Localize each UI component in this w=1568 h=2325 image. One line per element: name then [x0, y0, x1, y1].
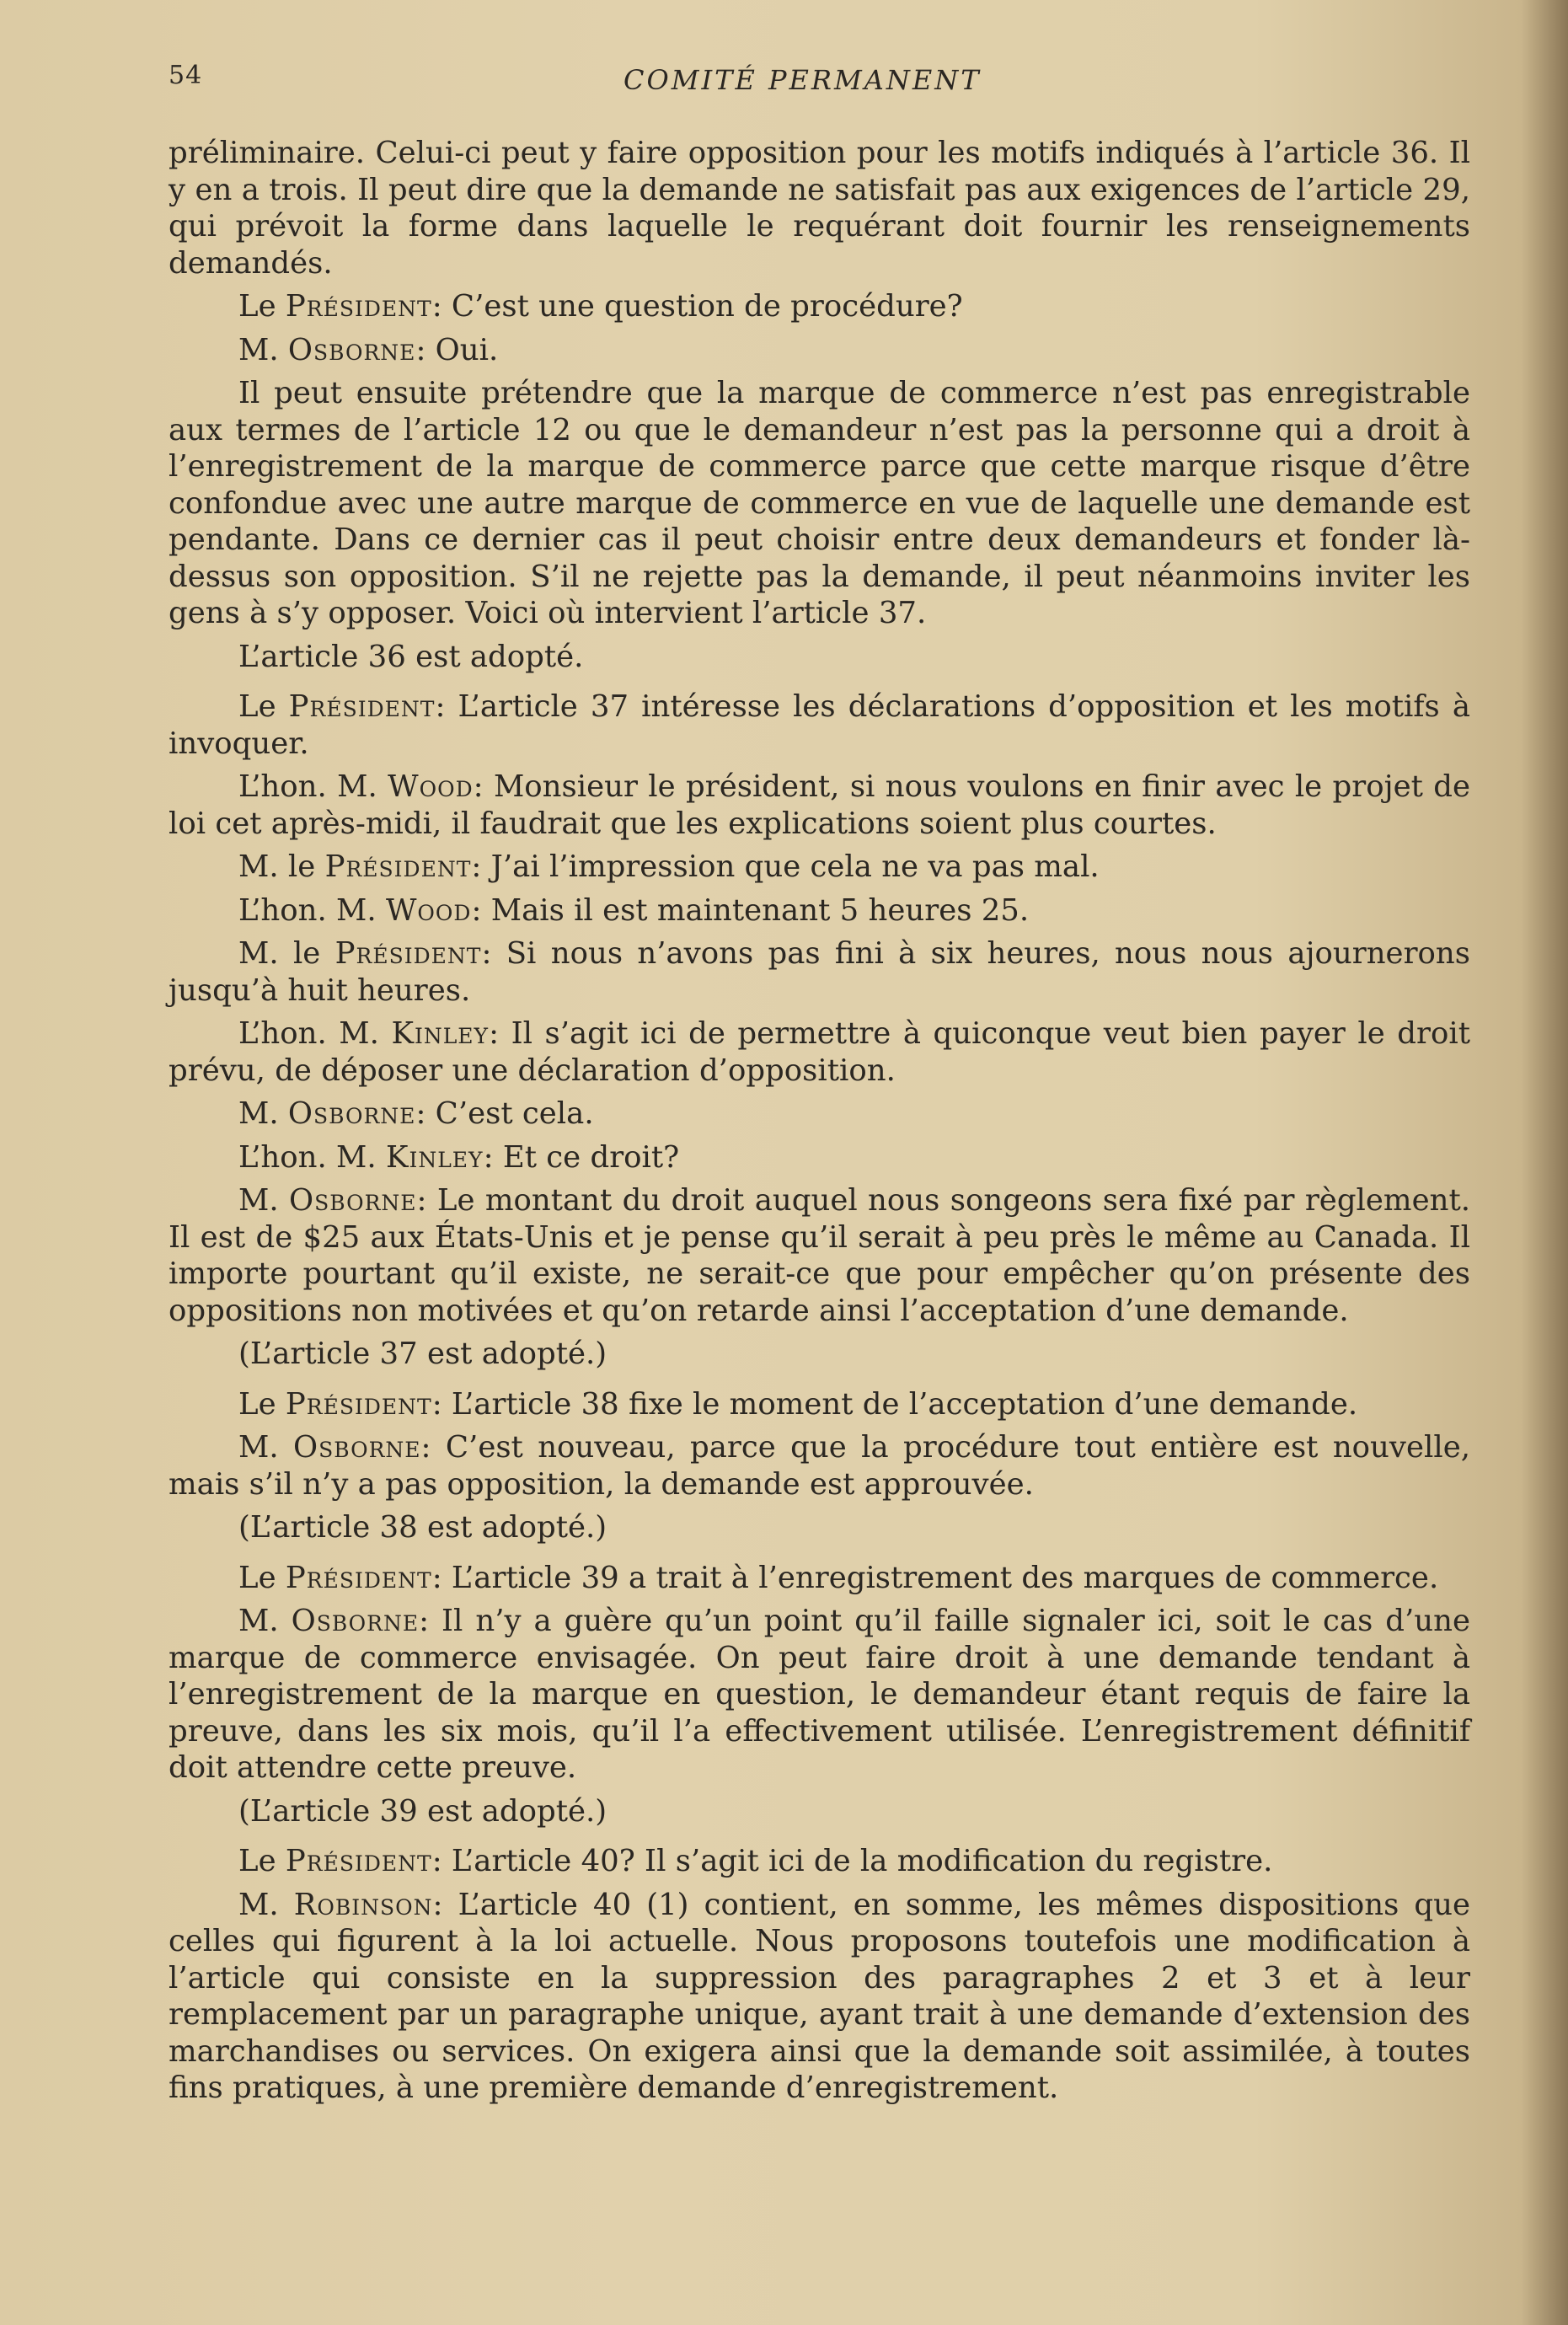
page-header — [169, 61, 1483, 111]
paragraph: M. Osborne: Il n’y a guère qu’un point qu’il faille signaler ici, soit le cas d’une marque de commerce envisagée. On peut faire droit à une demande tendant à l’enregistrement de la marque en question, le demandeur étant requis de faire la preuve, dans les six mois, qu’il l’a effectivement utilisée. L’enregistrement définitif doit attendre cette preuve. — [169, 1604, 1470, 1785]
paragraph: M. le Président: Si nous n’avons pas fini à six heures, nous nous ajournerons jusqu’à huit heures. — [169, 936, 1470, 1008]
paragraph: L’article 36 est adopté. — [238, 639, 584, 674]
body-text — [169, 135, 1470, 2113]
paragraph: M. Osborne: Oui. — [238, 332, 499, 367]
paragraph: M. le Président: J’ai l’impression que cela ne va pas mal. — [238, 849, 1100, 884]
paragraph: M. Osborne: C’est cela. — [238, 1096, 594, 1131]
paragraph: Le Président: L’article 37 intéresse les déclarations d’opposition et les motifs à invoquer. — [169, 689, 1470, 761]
paragraph: Le Président: L’article 39 a trait à l’enregistrement des marques de commerce. — [238, 1560, 1439, 1595]
paragraph: L’hon. M. Kinley: Il s’agit ici de permettre à quiconque veut bien payer le droit prévu, de déposer une déclaration d’opposition. — [169, 1016, 1470, 1088]
paragraph: L’hon. M. Wood: Monsieur le président, si nous voulons en finir avec le projet de loi cet après-midi, il faudrait que les explications soient plus courtes. — [169, 769, 1470, 841]
paragraph: préliminaire. Celui-ci peut y faire opposition pour les motifs indiqués à l’article 36. Il y en a trois. Il peut dire que la demande ne satisfait pas aux exigences de l’article 29, qui prévoit la forme dans laquelle le requérant doit fournir les renseignements demandés. — [169, 136, 1470, 281]
paragraph: L’hon. M. Kinley: Et ce droit? — [238, 1139, 680, 1175]
paragraph: Le Président: C’est une question de procédure? — [238, 289, 963, 324]
paragraph: M. Robinson: L’article 40 (1) contient, en somme, les mêmes dispositions que celles qui figurent à la loi actuelle. Nous proposons toutefois une modification à l’article qui consiste en la suppression des paragraphes 2 et 3 et à leur remplacement par un paragraphe unique, ayant trait à une demande d’extension des marchandises ou services. On exigera ainsi que la demande soit assimilée, à toutes fins pratiques, à une première demande d’enregistrement. — [169, 1887, 1470, 2105]
paragraph: Il peut ensuite prétendre que la marque de commerce n’est pas enregistrable aux termes de l’article 12 ou que le demandeur n’est pas la personne qui a droit à l’enregistrement de la marque de commerce parce que cette marque risque d’être confondue avec une autre marque de commerce en vue de laquelle une demande est pendante. Dans ce dernier cas il peut choisir entre deux demandeurs et fonder là-dessus son opposition. S’il ne rejette pas la demande, il peut néanmoins inviter les gens à s’y opposer. Voici où intervient l’article 37. — [169, 376, 1470, 630]
paragraph: (L’article 38 est adopté.) — [238, 1510, 607, 1545]
paragraph: Le Président: L’article 40? Il s’agit ici de la modification du registre. — [238, 1844, 1273, 1878]
paragraph: (L’article 39 est adopté.) — [238, 1793, 607, 1829]
paragraph: (L’article 37 est adopté.) — [238, 1337, 607, 1371]
paragraph: L’hon. M. Wood: Mais il est maintenant 5 heures 25. — [238, 892, 1030, 928]
paragraph: M. Osborne: C’est nouveau, parce que la procédure tout entière est nouvelle, mais s’il n’y a pas opposition, la demande est approuvée. — [169, 1430, 1470, 1502]
paragraph: Le Président: L’article 38 fixe le moment de l’acceptation d’une demande. — [238, 1386, 1358, 1422]
running-head: COMITÉ PERMANENT — [623, 64, 982, 96]
paragraph: M. Osborne: Le montant du droit auquel nous songeons sera fixé par règlement. Il est de $25 aux États-Unis et je pense qu’il serait à peu près le même au Canada. Il importe pourtant qu’il existe, ne serait-ce que pour empêcher qu’on présente des oppositions non motivées et qu’on retarde ainsi l’acceptation d’une demande. — [169, 1183, 1470, 1328]
page-number: 54 — [169, 61, 203, 90]
